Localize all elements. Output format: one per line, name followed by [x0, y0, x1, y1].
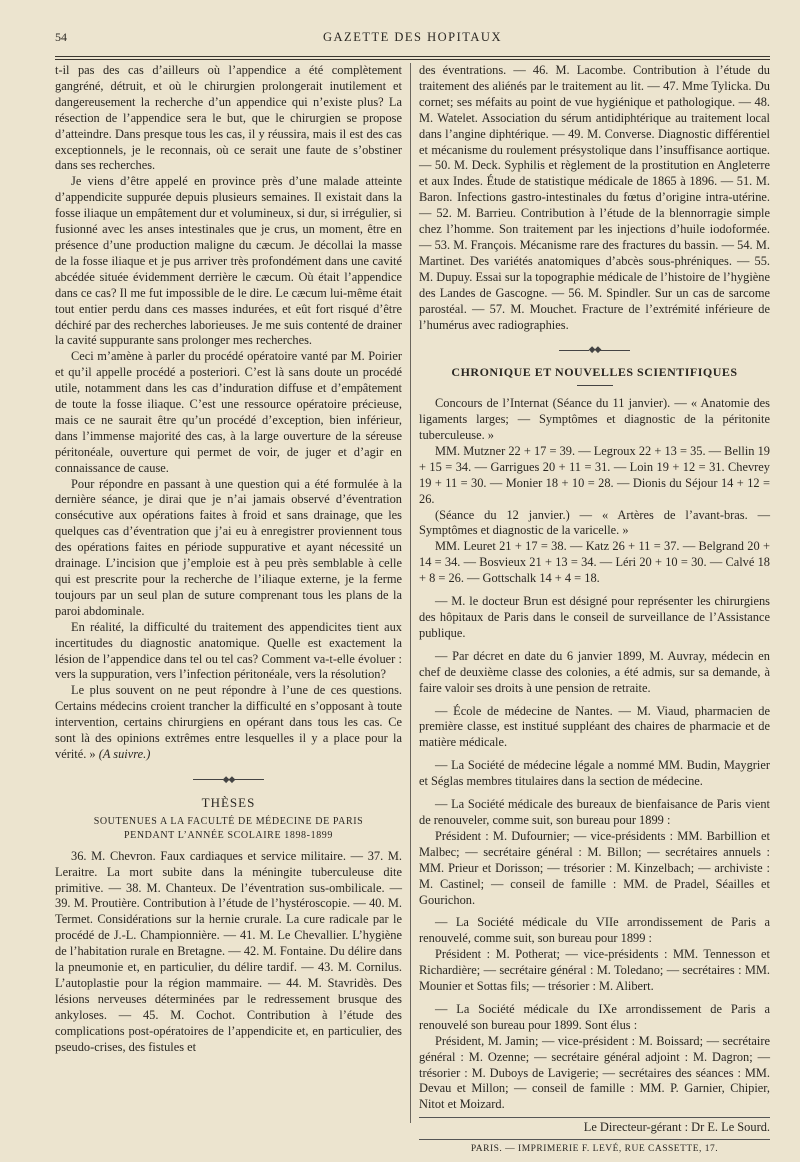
article-paragraph: Pour répondre en passant à une question qui a été formulée à la dernière séance, je dirai que je n’ai jamais observé d’éventration consécutive aux opérations faites à froid et sans drainage, que les quelques cas d’éventration que j’ai eu à enregistrer proviennent tous des opérations faites en période suppurative et ayant nécessité un drainage. L’incision que j’emploie est à peu près semblable à celle qui est prescrite pour la recherche de l’iliaque externe, je la ferme toujours par un seul plan de suture comprenant tous les plans de la paroi abdominale.	[55, 476, 402, 618]
article-paragraph: Je viens d’être appelé en province près d’une malade atteinte d’appendicite suppurée depuis plusieurs semaines. Il existait dans la fosse iliaque un empâtement dur et volumineux, si dur, si irrégulier, si fusionné avec les anses intestinales que je crus, un moment, être en présence d’une production maligne du cæcum. Je décollai la masse de la fosse iliaque et je pus arriver très profondément dans une cavité abcédée située évidemment derrière le cæcum. Où était l’appendice dans ce cas? Il me fut impossible de le dire. Le cæcum lui-même était tout entier perdu dans ces masses indurées, et eût fort risqué d’être déchiré par des recherches laborieuses. Je me suis contenté de drainer la cavité suppurante sans prolonger mes recherches.	[55, 174, 402, 348]
article-paragraph	[55, 683, 402, 763]
news-item: Président, M. Jamin; — vice-président : M. Boissard; — secrétaire général : M. Ozenne; — secrétaire général adjoint : M. Dagron; — trésorier : M. Duboys de Lavigerie; — secrétaires des séances : MM. Devau et Millon; — conseil de famille : MM. P. Garnier, Chipier, Nitot et Moizard.	[419, 1033, 770, 1112]
news-item: Concours de l’Internat (Séance du 11 janvier). — « Anatomie des ligaments larges; — Symptômes et diagnostic de la péritonite tuberculeuse. »	[419, 396, 770, 443]
director-signature: Le Directeur-gérant : Dr E. Le Sourd.	[419, 1117, 770, 1136]
to-be-continued: (A suivre.)	[98, 746, 151, 761]
news-item: — École de médecine de Nantes. — M. Viaud, pharmacien de première classe, est institué suppléant des chaires de pharmacie et de matière médicale.	[419, 703, 770, 750]
header-rule	[55, 56, 770, 57]
theses-subheading: SOUTENUES A LA FACULTÉ DE MÉDECINE DE PARIS	[93, 815, 364, 827]
right-column	[419, 63, 770, 1158]
theses-list-continued: des éventrations. — 46. M. Lacombe. Contribution à l’étude du traitement des aliénés par le traitement au lit. — 47. Mme Tylicka. Du cornet; ses méfaits au point de vue hygiénique et pathologique. — 48. M. Watelet. Association du sérum antidiphtérique au traitement local dans l’angine diphtérique. — 49. M. Converse. Diagnostic différentiel et mécanisme du roulement présystolique dans l’insuffisance aortique. — 50. M. Deck. Syphilis et règlement de la prostitution en Angleterre et aux Indes. Étude de statistique médicale de 1865 à 1896. — 51. M. Baron. Infections gastro-intestinales du fœtus d’origine intra-utérine. — 52. M. Barrieu. Contribution à l’étude de la blennorragie simple chez l’homme. Son traitement par les injections d’huile iodoformée. — 53. M. François. Mécanisme rare des fractures du bassin. — 54. M. Martinet. Des variétés anatomiques d’abcès sous-phréniques. — 55. M. Dupuy. Essai sur la topographie médicale de l’histoire de l’hygiène des Landes de Gascogne. — 56. M. Spindler. Sur un cas de sarcome parostéal. — 57. M. Mouchet. Fracture de l’extrémité inférieure de l’humérus avec radiographies.	[419, 63, 770, 332]
page-number: 54	[55, 30, 67, 44]
news-item: — La Société médicale des bureaux de bienfaisance de Paris vient de renouveler, comme suit, son bureau pour 1899 :	[419, 797, 770, 827]
news-item: — La Société de médecine légale a nommé MM. Budin, Maygrier et Séglas membres titulaires dans la section de médecine.	[419, 758, 770, 789]
column-divider	[410, 63, 411, 1123]
article-paragraph: En réalité, la difficulté du traitement des appendicites tient aux incertitudes du diagnostic anatomique. Quelle est exactement la lésion de l’appendice dans tel ou tel cas? Comment va-t-elle évoluer : vers la suppuration, vers l’infection péritonéale, vers la résolution?	[55, 619, 402, 682]
news-item: Président : M. Potherat; — vice-présidents : MM. Tennesson et Richardière; — secrétaire général : M. Toledano; — secrétaires : MM. Mounier et Sottas fils; — trésorier : M. Alibert.	[419, 947, 770, 994]
news-item: (Séance du 12 janvier.) — « Artères de l’avant-bras. — Symptômes et diagnostic de la varicelle. »	[419, 507, 770, 538]
left-column	[55, 63, 402, 1055]
news-item: MM. Mutzner 22 + 17 = 39. — Legroux 22 + 13 = 35. — Bellin 19 + 15 = 34. — Garrigues 20 + 11 = 31. — Loin 19 + 12 = 31. Chevrey 19 + 11 = 30. — Monier 18 + 10 = 28. — Dionis du Séjour 14 + 12 = 26.	[419, 443, 770, 506]
news-item: MM. Leuret 21 + 17 = 38. — Katz 26 + 11 = 37. — Belgrand 20 + 14 = 34. — Bosvieux 21 + 13 = 34. — Léri 20 + 10 = 30. — Calvé 18 + 8 = 26. — Gottschalk 14 + 4 = 18.	[419, 539, 770, 586]
theses-list: 36. M. Chevron. Faux cardiaques et service militaire. — 37. M. Leraitre. La mort subite dans la méningite tuberculeuse dite primitive. — 38. M. Chanteux. De l’éventration sus-ombilicale. — 39. M. Proutière. Contribution à l’étude de l’hystéroscopie. — 40. M. Termet. Considérations sur la hernie crurale. La cure radicale par le procédé de J.-L. Championnière. — 41. M. Le Chevallier. L’hygiène de l’habitation rurale en Bretagne. — 42. M. Fontaine. Du délire dans la pneumonie et, en particulier, du délire tardif. — 43. M. Cornilus. L’autoplastie pour la région mammaire. — 44. M. Stavridès. Des lésions nerveuses déterminées par le redressement brusque des ankyloses. — 45. M. Cochot. Contribution à l’étude des complications post-opératoires de l’appendicite et, en particulier, des pseudo-crises, des fistules et	[55, 848, 402, 1054]
article-paragraph: t-il pas des cas d’ailleurs où l’appendice a été complètement gangréné, détruit, et où le chirurgien prolongerait inutilement et dangereusement la recherche d’un appendice qui n’existe plus? La résection de l’appendice sera le but, que le chirurgien se propose d’atteindre. Dans presque tous les cas, il y réussira, mais il est des cas exceptionnels, je le reconnais, où ce serait une faute de s’obstiner dans ses recherches.	[55, 63, 402, 173]
page-header	[55, 30, 770, 50]
news-item: — La Société médicale du VIIe arrondissement de Paris a renouvelé, comme suit, son bureau pour 1899 :	[419, 915, 770, 946]
news-item: — La Société médicale du IXe arrondissement de Paris a renouvelé son bureau pour 1899. Sont élus :	[419, 1001, 770, 1032]
theses-heading: THÈSES	[201, 794, 256, 810]
printer-line: PARIS. — IMPRIMERIE F. LEVÉ, RUE CASSETTE, 17.	[419, 1139, 770, 1158]
theses-subheading: PENDANT L’ANNÉE SCOLAIRE 1898-1899	[123, 829, 333, 841]
news-item: — Par décret en date du 6 janvier 1899, M. Auvray, médecin en chef de deuxième classe des colonies, a été admis, sur sa demande, à faire valoir ses droits à une pension de retraite.	[419, 648, 770, 695]
heading-rule	[577, 385, 613, 386]
section-separator: ◆◆	[419, 342, 770, 358]
article-paragraph: Ceci m’amène à parler du procédé opératoire vanté par M. Poirier et qu’il appelle procédé a posteriori. C’est là sans doute un procédé utile, notamment dans les cas d’induration diffuse et d’empâtement de toute la fosse iliaque. C’est une ressource opératoire précieuse, mais ce ne saurait être qu’un procédé d’exception, bien inférieur, dans l’immense majorité des cas, à la large ouverture de la séreuse péritonéale, ouverture qui permet de voir, de juger et d’agir en connaissance de cause.	[55, 349, 402, 475]
header-rule-thin	[55, 59, 770, 60]
journal-title: GAZETTE DES HOPITAUX	[323, 30, 502, 44]
chronicle-heading: CHRONIQUE ET NOUVELLES SCIENTIFIQUES	[451, 365, 738, 380]
article-paragraph-text: Le plus souvent on ne peut répondre à l’une de ces questions. Certains médecins croient trancher la difficulté en s’opposant à toute intervention, certains chirurgiens en opérant dans tous les cas. Ce sont là des opinions extrêmes entre lesquelles il y a place pour la vérité. »	[55, 683, 402, 761]
news-item: — M. le docteur Brun est désigné pour représenter les chirurgiens des hôpitaux de Paris dans le conseil de surveillance de l’Assistance publique.	[419, 594, 770, 640]
news-item: Président : M. Dufournier; — vice-présidents : MM. Barbillion et Malbec; — secrétaire général : M. Billon; — secrétaires annuels : MM. Prieur et Dorisson; — trésorier : M. Kinzelbach; — archiviste : M. Castinel; — conseil de famille : MM. de Pradel, Séailles et Gourichon.	[419, 828, 770, 907]
section-separator: ◆◆	[55, 772, 402, 788]
